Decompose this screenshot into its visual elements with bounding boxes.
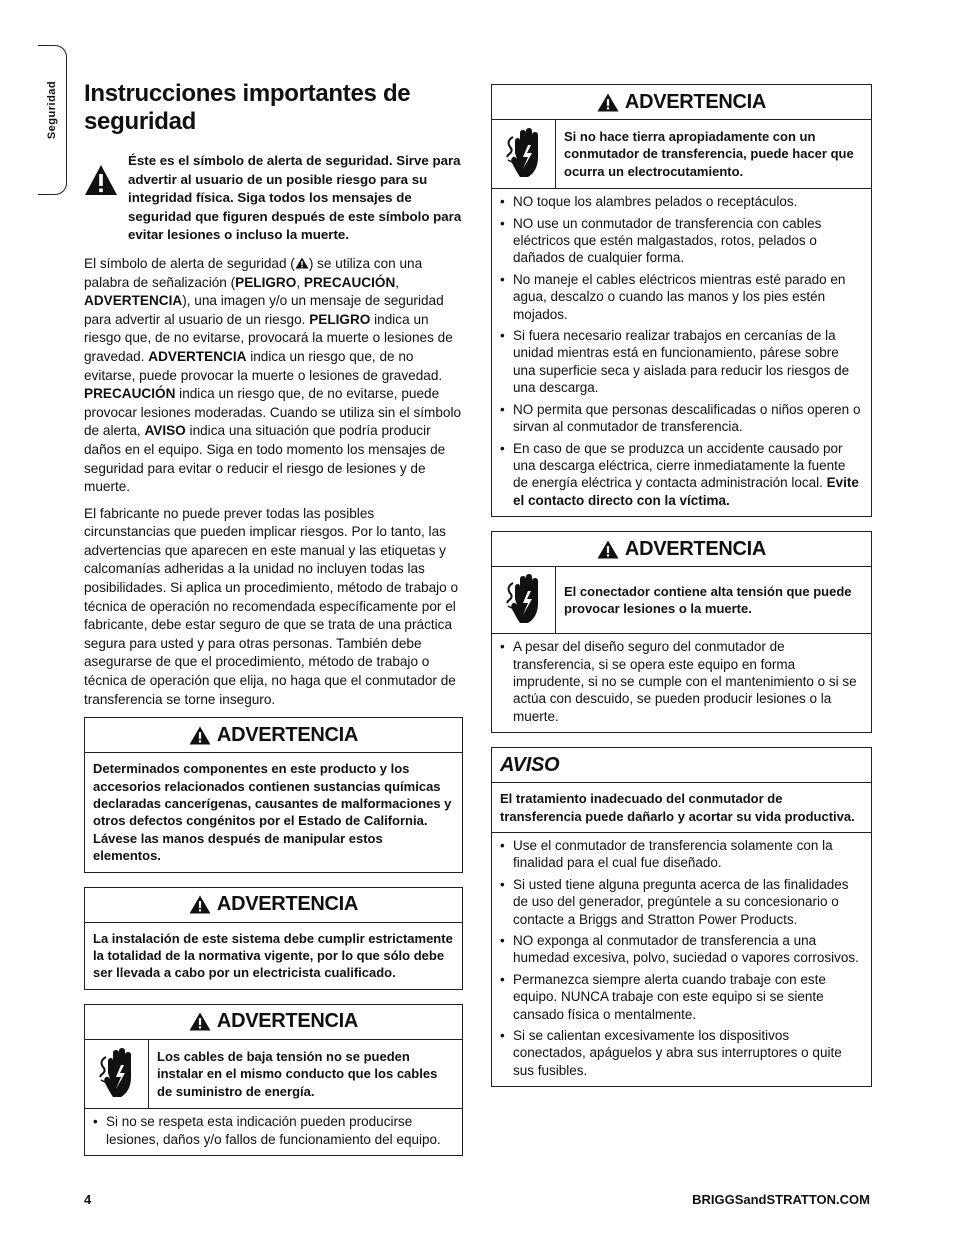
warning-heading: ADVERTENCIA xyxy=(85,1005,462,1040)
safety-alert-icon xyxy=(84,164,128,201)
list-item: • NO permita que personas descalificadas o niños operen o sirvan al conmutador de transferencia. xyxy=(513,401,863,436)
list-item: • Use el conmutador de transferencia solamente con la finalidad para el cual fue diseñado. xyxy=(513,837,863,872)
warning-box-installation xyxy=(84,887,463,990)
manufacturer-paragraph: El fabricante no puede prever todas las posibles circunstancias que pueden implicar riesgos. Por lo tanto, las advertencias que aparecen en este manual y las etiquetas y calcomanías adheridas a la unidad no incluyen todas las posibilidades. Si aplica un procedimiento, método de trabajo o técnica de operación no recomendada específicamente por el fabricante, debe estar seguro de que se trata de una práctica segura para usted y para otras personas. También debe asegurarse de que el procedimiento, método de trabajo o técnica de operación que elija, no haga que el conmutador de transferencia se torne inseguro. xyxy=(84,505,459,707)
notice-heading: AVISO xyxy=(492,748,871,783)
warning-triangle-icon xyxy=(189,726,211,745)
warning-heading: ADVERTENCIA xyxy=(85,718,462,753)
safety-alert-text: Éste es el símbolo de alerta de seguridad. Sirve para advertir al usuario de un posible riesgo para su integridad física. Siga todos los mensajes de seguridad que figuren después de este símbolo para evitar lesiones o incluso la muerte. xyxy=(128,153,462,243)
left-column xyxy=(84,80,463,1170)
warning-heading: ADVERTENCIA xyxy=(492,85,871,120)
list-item: • Si fuera necesario realizar trabajos en cercanías de la unidad mientras está en funcionamiento, párese sobre una superficie seca y aislada para reducir los riesgos de una descarga. xyxy=(513,327,863,397)
list-item: • Si usted tiene alguna pregunta acerca de las finalidades de uso del generador, pregúntele a su concesionario o contacte a Briggs and Stratton Power Products. xyxy=(513,876,863,928)
warning-bullet-list xyxy=(85,1109,462,1155)
section-tab-label: Seguridad xyxy=(46,80,58,140)
warning-text: Determinados componentes en este producto y los accesorios relacionados contienen sustancias químicas declaradas cancerígenas, causantes de malformaciones y otros defectos congénitos por el Estado de California. Lávese las manos después de manipular estos elementos. xyxy=(93,761,452,864)
electric-shock-icon xyxy=(492,567,556,633)
notice-bullet-list xyxy=(492,833,871,1086)
warning-box-high-voltage xyxy=(491,531,872,733)
notice-box xyxy=(491,747,872,1087)
notice-text: El tratamiento inadecuado del conmutador de transferencia puede dañarlo y acortar su vida productiva. xyxy=(492,783,871,833)
list-item: • NO exponga al conmutador de transferencia a una humedad excesiva, polvo, suciedad o vapores corrosivos. xyxy=(513,932,863,967)
warning-triangle-icon xyxy=(189,1012,211,1031)
warning-box-low-voltage xyxy=(84,1004,463,1156)
right-column xyxy=(491,84,872,1101)
warning-triangle-icon xyxy=(597,93,619,112)
list-item: • NO use un conmutador de transferencia con cables eléctricos que estén malgastados, rotos, pelados o dañados de cualquier forma. xyxy=(513,215,863,267)
warning-heading: ADVERTENCIA xyxy=(492,532,871,567)
list-item: • En caso de que se produzca un accidente causado por una descarga eléctrica, cierre inmediatamente la fuente de energía eléctrica y contacta administración local. Evite el contacto directo con la víctima. xyxy=(513,440,863,510)
inline-alert-icon xyxy=(295,257,309,269)
list-item: • No maneje el cables eléctricos mientras esté parado en agua, descalzo o cuando las manos y los pies estén mojados. xyxy=(513,271,863,323)
warning-triangle-icon xyxy=(189,895,211,914)
page-title: Instrucciones importantes de seguridad xyxy=(84,80,411,135)
warning-text: El conectador contiene alta tensión que puede provocar lesiones o la muerte. xyxy=(564,583,852,617)
warning-box-grounding xyxy=(491,84,872,517)
warning-bullet-list xyxy=(492,634,871,732)
warning-heading: ADVERTENCIA xyxy=(85,888,462,923)
warning-text: Si no hace tierra apropiadamente con un conmutador de transferencia, puede hacer que ocurra un electrocutamiento. xyxy=(564,129,854,179)
warning-text: Los cables de baja tensión no se pueden instalar en el mismo conducto que los cables de suministro de energía. xyxy=(157,1048,438,1099)
electric-shock-icon xyxy=(492,120,556,188)
safety-alert-intro xyxy=(84,152,463,245)
signal-words-paragraph: El símbolo de alerta de seguridad ( ) se utiliza con una palabra de señalización (PELIGRO, PRECAUCIÓN, ADVERTENCIA), una imagen y/o un mensaje de seguridad para advertir al usuario de un riesgo. PELIGRO indica un riesgo que, de no evitarse, provocará la muerte o lesiones de gravedad. ADVERTENCIA indica un riesgo que, de no evitarse, puede provocar la muerte o lesiones de gravedad. PRECAUCIÓN indica un riesgo que, de no evitarse, puede provocar lesiones moderadas. Cuando se utiliza sin el símbolo de alerta, AVISO indica una situación que podría producir daños en el equipo. Siga en todo momento los mensajes de seguridad para evitar o reducir el riesgo de lesiones y de muerte. xyxy=(84,255,462,495)
list-item: • Permanezca siempre alerta cuando trabaje con este equipo. NUNCA trabaje con este equipo si se siente cansado física o mentalmente. xyxy=(513,971,863,1023)
warning-box-chemicals xyxy=(84,717,463,872)
list-item: • A pesar del diseño seguro del conmutador de transferencia, si se opera este equipo en forma imprudente, si no se cumple con el mantenimiento o si se actúa con descuido, se pueden producir lesiones o la muerte. xyxy=(513,638,863,725)
list-item: • NO toque los alambres pelados o receptáculos. xyxy=(513,193,863,210)
warning-triangle-icon xyxy=(597,540,619,559)
list-item: • Si se calientan excesivamente los dispositivos conectados, apáguelos y abra sus interruptores o quite sus fusibles. xyxy=(513,1027,863,1079)
website-url: BRIGGSandSTRATTON.COM xyxy=(692,1192,870,1207)
warning-text: La instalación de este sistema debe cumplir estrictamente la totalidad de la normativa vigente, por lo que sólo debe ser llevada a cabo por un electricista cualificado. xyxy=(93,930,453,981)
section-tab xyxy=(38,45,67,195)
warning-bullet-list xyxy=(492,189,871,516)
list-item: • Si no se respeta esta indicación pueden producirse lesiones, daños y/o fallos de funcionamiento del equipo. xyxy=(106,1113,454,1148)
electric-shock-icon xyxy=(85,1040,149,1108)
page-number: 4 xyxy=(84,1192,92,1207)
